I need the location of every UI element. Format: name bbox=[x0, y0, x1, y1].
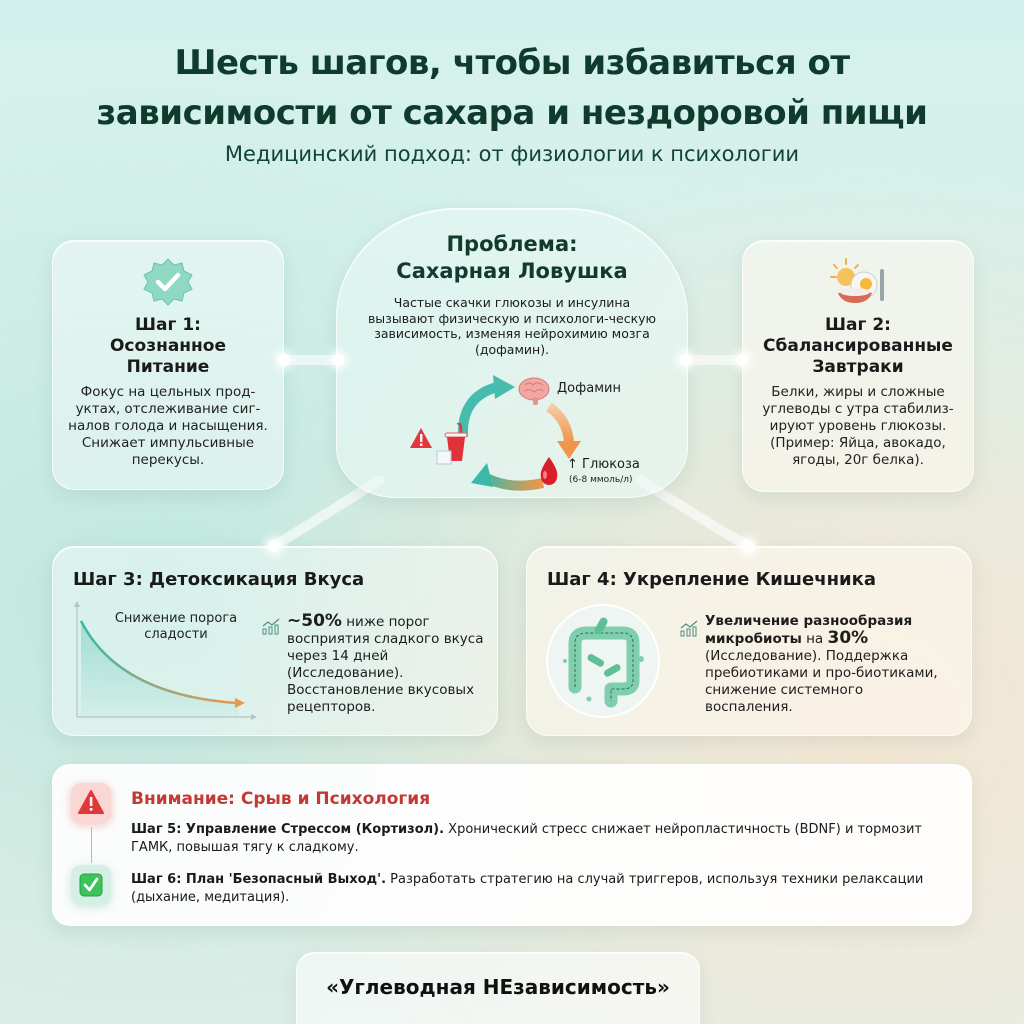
step4-card bbox=[526, 546, 972, 736]
trend-chart-icon bbox=[261, 617, 281, 635]
step1-title-line1: Шаг 1: bbox=[135, 315, 201, 335]
chart-label: Снижение порога сладости bbox=[114, 611, 238, 642]
step6-text bbox=[131, 871, 951, 907]
step1-card bbox=[52, 240, 284, 490]
connector-dot bbox=[742, 540, 754, 552]
connector-dot bbox=[332, 354, 344, 366]
timeline-divider bbox=[91, 827, 92, 863]
step1-title bbox=[53, 315, 283, 378]
sugar-cycle-diagram bbox=[397, 367, 657, 492]
connector-dot bbox=[736, 354, 748, 366]
step2-title bbox=[743, 315, 973, 378]
step4-stat-text: (Исследование). Поддержка пребиотиками и про-биотиками, снижение системного воспаления. bbox=[705, 648, 938, 715]
step2-body: Белки, жиры и сложные углеводы с утра стабилиз-ируют уровень глюкозы. (Пример: Яйца, авокадо, ягоды, 20г белка). bbox=[762, 384, 954, 468]
step6-description: Разработать стратегию на случай триггеров, используя техники релаксации (дыхание, медитация). bbox=[131, 872, 924, 905]
step2-title-line2: Сбалансированные bbox=[763, 336, 953, 356]
step4-stat bbox=[705, 613, 955, 716]
title-line-1: Шесть шагов, чтобы избавиться от bbox=[174, 43, 850, 83]
title-line-2: зависимости от сахара и нездоровой пищи bbox=[96, 93, 928, 133]
glucose-range: (6-8 ммоль/л) bbox=[569, 475, 633, 485]
connector-dot bbox=[680, 354, 692, 366]
step4-stat-mid: на bbox=[801, 631, 828, 647]
step3-stat-text: ниже порог восприятия сладкого вкуса через 14 дней (Исследование). Восстановление вкусовых рецепторов. bbox=[287, 614, 484, 715]
glucose-label: ↑ Глюкоза bbox=[567, 457, 640, 472]
step2-title-line1: Шаг 2: bbox=[825, 315, 891, 335]
warning-icon bbox=[409, 427, 433, 449]
success-badge bbox=[71, 865, 111, 905]
page-title bbox=[0, 38, 1024, 138]
footer-slogan-card bbox=[296, 952, 700, 1024]
step5-title: Шаг 5: Управление Стрессом (Кортизол). bbox=[131, 822, 445, 837]
step3-card bbox=[52, 546, 498, 736]
problem-title bbox=[337, 231, 687, 285]
brain-icon bbox=[517, 375, 551, 407]
green-check-icon bbox=[71, 865, 111, 905]
warning-triangle-icon bbox=[71, 783, 111, 823]
step1-body: Фокус на цельных прод-уктах, отслеживание сиг-налов голода и насыщения. Снижает импульсивные перекусы. bbox=[68, 384, 268, 468]
footer-slogan: «Углеводная НЕзависимость» bbox=[326, 975, 670, 999]
problem-title-line2: Сахарная Ловушка bbox=[396, 259, 628, 283]
step2-title-line3: Завтраки bbox=[812, 357, 904, 377]
check-badge-icon bbox=[138, 255, 198, 309]
step1-title-line3: Питание bbox=[126, 357, 210, 377]
step1-title-line2: Осознанное bbox=[109, 336, 226, 356]
step4-stat-value: 30% bbox=[827, 628, 869, 648]
trend-chart-icon bbox=[679, 619, 699, 637]
step3-stat bbox=[287, 613, 487, 716]
step3-title: Шаг 3: Детоксикация Вкуса bbox=[73, 569, 365, 590]
breakfast-sun-plate-icon bbox=[828, 255, 888, 309]
problem-title-line1: Проблема: bbox=[446, 232, 578, 256]
page-subtitle: Медицинский подход: от физиологии к психологии bbox=[224, 142, 800, 166]
step4-title: Шаг 4: Укрепление Кишечника bbox=[547, 569, 877, 590]
soda-cup-icon bbox=[435, 423, 471, 467]
step5-description: Хронический стресс снижает нейропластичность (BDNF) и тормозит ГАМК, повышая тягу к сладкому. bbox=[131, 822, 923, 855]
warning-panel bbox=[52, 764, 972, 926]
step4-stat-bold: Увеличение разнообразия микробиоты bbox=[705, 613, 913, 647]
warning-title: Внимание: Срыв и Психология bbox=[131, 789, 431, 809]
blood-drop-icon bbox=[537, 455, 561, 487]
step3-stat-value: ~50% bbox=[287, 611, 342, 631]
connector-dot bbox=[278, 354, 290, 366]
step6-title: Шаг 6: План 'Безопасный Выход'. bbox=[131, 872, 387, 887]
step5-text bbox=[131, 821, 951, 857]
dopamine-label: Дофамин bbox=[557, 381, 621, 396]
problem-card bbox=[336, 208, 688, 498]
step2-card bbox=[742, 240, 974, 492]
intestine-icon bbox=[545, 603, 661, 719]
connector-dot bbox=[268, 540, 280, 552]
warning-badge bbox=[71, 783, 111, 823]
problem-body: Частые скачки глюкозы и инсулина вызывают физическую и психологи-ческую зависимость, изменяя нейрохимию мозга (дофамин). bbox=[367, 295, 657, 357]
sugar-cube-icon bbox=[437, 451, 451, 464]
